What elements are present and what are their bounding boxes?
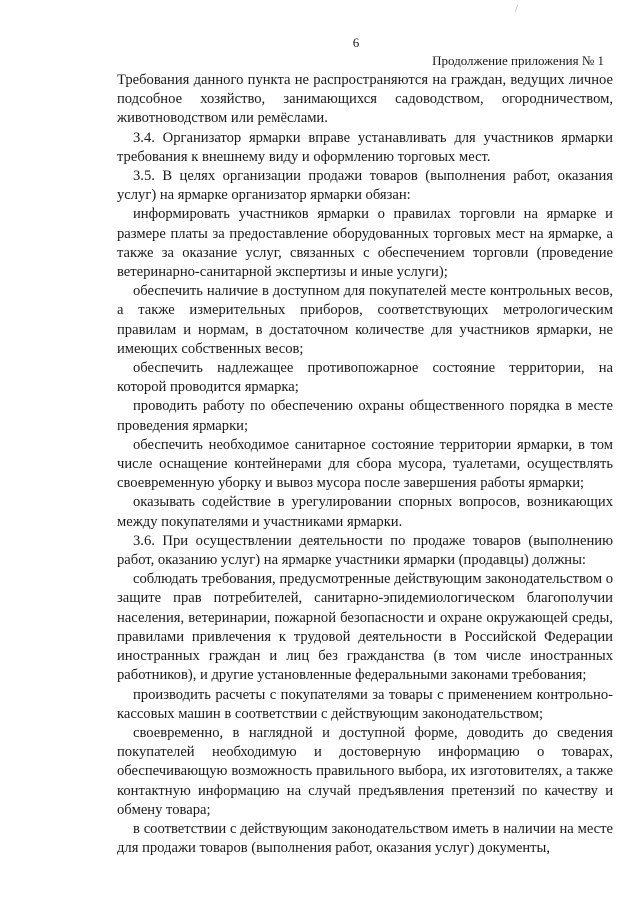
paragraph: производить расчеты с покупателями за товары с применением контрольно-кассовых машин в соответствии с действующим законодательством; (117, 686, 613, 722)
page-number: 6 (352, 35, 360, 50)
paragraph: 3.5. В целях организации продажи товаров (выполнения работ, оказания услуг) на ярмарке организатор ярмарки обязан: (117, 168, 613, 204)
paragraph: проводить работу по обеспечению охраны общественного порядка в месте проведения ярмарки; (117, 398, 613, 434)
paragraph: обеспечить надлежащее противопожарное состояние территории, на которой проводится ярмарка; (117, 360, 613, 396)
paragraph: Требования данного пункта не распространяются на граждан, ведущих личное подсобное хозяйство, занимающихся садоводством, огородничеством, животноводством или ремёслами. (117, 72, 613, 127)
paragraph: своевременно, в наглядной и доступной форме, доводить до сведения покупателей необходимую и достоверную информацию о товарах, обеспечивающую возможность правильного выбора, их изготовителях, а также контактную информацию на случай предъявления претензий по качеству и обмену товара; (117, 724, 613, 818)
paragraph: информировать участников ярмарки о правилах торговли на ярмарке и размере платы за предоставление оборудованных торговых мест на ярмарке, а также за оказание услуг, связанных с обеспечением торговли (проведение ветеринарно-санитарной экспертизы и иные услуги); (117, 206, 613, 281)
scan-mark: / (515, 4, 518, 15)
paragraph: 3.4. Организатор ярмарки вправе устанавливать для участников ярмарки требования к внешнему виду и оформлению торговых мест. (117, 129, 613, 165)
paragraph: в соответствии с действующим законодательством иметь в наличии на месте для продажи товаров (выполнения работ, оказания услуг) документы, (117, 820, 613, 857)
body-text (117, 71, 613, 858)
paragraph: оказывать содействие в урегулировании спорных вопросов, возникающих между покупателями и участниками ярмарки. (117, 494, 613, 530)
paragraph: обеспечить наличие в доступном для покупателей месте контрольных весов, а также измерительных приборов, соответствующих метрологическим правилам и нормам, в достаточном количестве для участников ярмарки, не имеющих собственных весов; (117, 283, 613, 357)
paragraph: соблюдать требования, предусмотренные действующим законодательством о защите прав потребителей, санитарно-эпидемиологическом благополучии населения, ветеринарии, пожарной безопасности и охране окружающей среды, правилами привлечения к трудовой деятельности в Российской Федерации иностранных граждан и лиц без гражданства (в том числе иностранных работников), и другие установленные федеральными законами требования; (117, 571, 613, 684)
appendix-note: Продолжение приложения № 1 (432, 53, 604, 68)
paragraph: обеспечить необходимое санитарное состояние территории ярмарки, в том числе оснащение контейнерами для сбора мусора, туалетами, осуществлять своевременную уборку и вывоз мусора после завершения работы ярмарки; (117, 436, 613, 492)
paragraph: 3.6. При осуществлении деятельности по продаже товаров (выполнению работ, оказанию услуг) на ярмарке участники ярмарки (продавцы) должны: (117, 532, 613, 569)
